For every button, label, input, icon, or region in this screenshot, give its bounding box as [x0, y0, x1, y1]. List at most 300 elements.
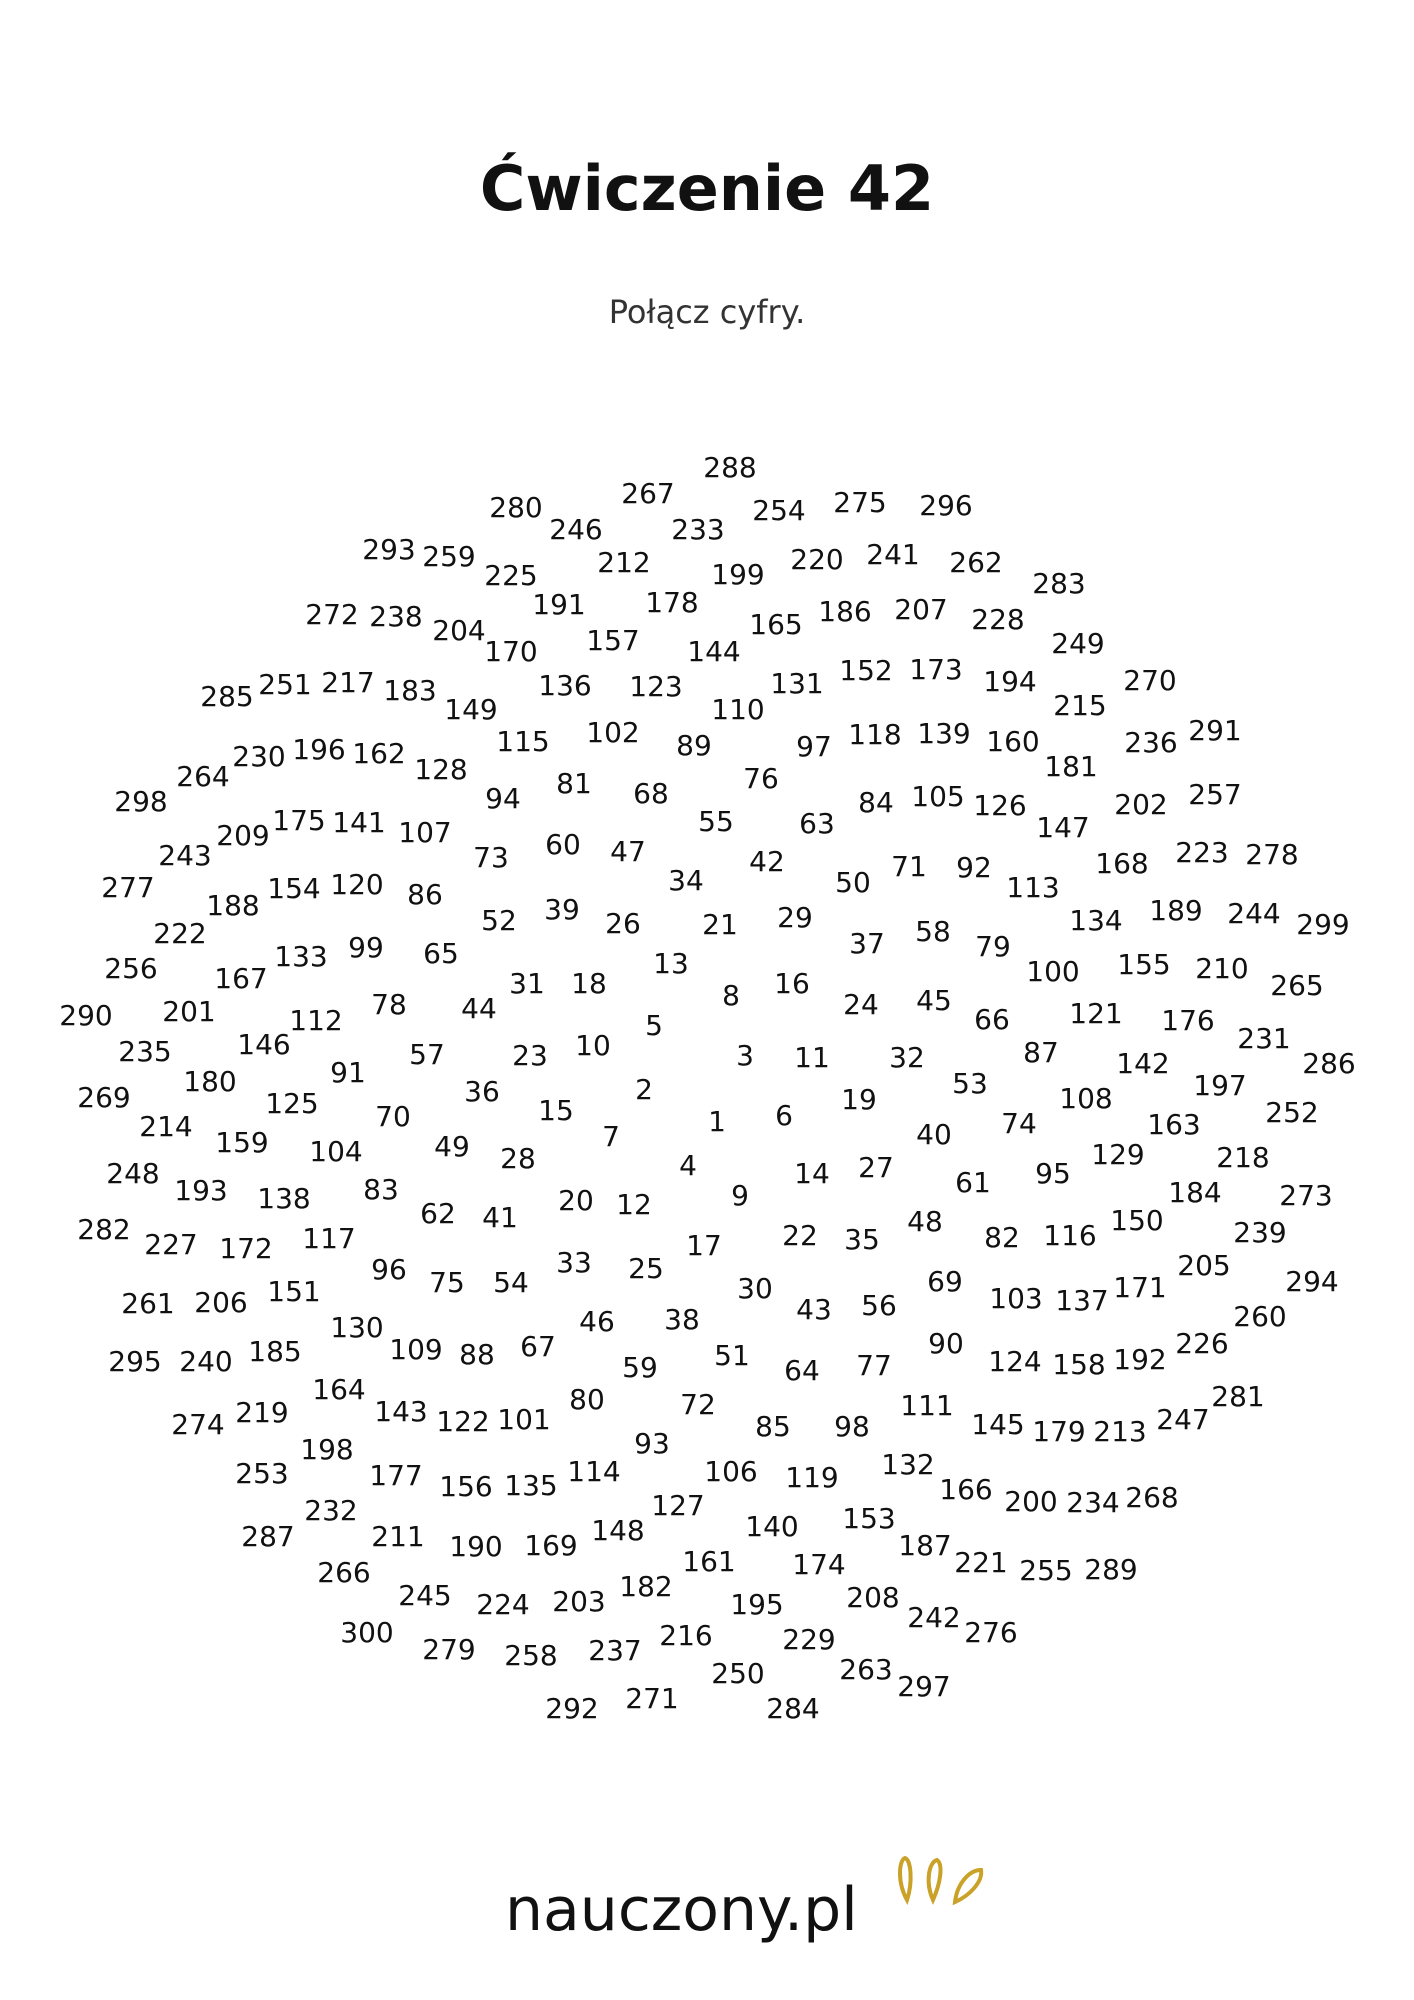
dot-number-269: 269 — [77, 1081, 131, 1114]
dot-number-53: 53 — [952, 1067, 988, 1100]
dot-number-171: 171 — [1113, 1271, 1167, 1304]
dot-number-193: 193 — [174, 1174, 228, 1207]
dot-number-158: 158 — [1052, 1348, 1106, 1381]
dot-number-214: 214 — [139, 1110, 193, 1143]
dot-number-156: 156 — [439, 1470, 493, 1503]
dot-number-1: 1 — [708, 1105, 726, 1138]
dot-number-223: 223 — [1175, 836, 1229, 869]
dot-number-262: 262 — [949, 546, 1003, 579]
dot-number-286: 286 — [1302, 1047, 1356, 1080]
dot-number-181: 181 — [1044, 750, 1098, 783]
dot-number-184: 184 — [1168, 1176, 1222, 1209]
dot-number-215: 215 — [1053, 689, 1107, 722]
dot-number-61: 61 — [955, 1166, 991, 1199]
dot-number-104: 104 — [309, 1135, 363, 1168]
dot-number-126: 126 — [973, 789, 1027, 822]
dot-number-124: 124 — [988, 1345, 1042, 1378]
dot-number-240: 240 — [179, 1345, 233, 1378]
dot-number-140: 140 — [745, 1510, 799, 1543]
dot-number-142: 142 — [1116, 1047, 1170, 1080]
dot-number-144: 144 — [687, 635, 741, 668]
dot-number-29: 29 — [777, 901, 813, 934]
dot-number-100: 100 — [1026, 955, 1080, 988]
dot-number-86: 86 — [407, 878, 443, 911]
dot-number-96: 96 — [371, 1253, 407, 1286]
dot-number-258: 258 — [504, 1639, 558, 1672]
dot-number-229: 229 — [782, 1623, 836, 1656]
dot-number-188: 188 — [206, 889, 260, 922]
dot-number-77: 77 — [856, 1349, 892, 1382]
dot-number-178: 178 — [645, 586, 699, 619]
dot-number-113: 113 — [1006, 871, 1060, 904]
dot-number-271: 271 — [625, 1682, 679, 1715]
dot-number-160: 160 — [986, 725, 1040, 758]
dot-number-97: 97 — [796, 730, 832, 763]
dot-number-170: 170 — [484, 635, 538, 668]
dot-number-43: 43 — [796, 1293, 832, 1326]
dot-number-172: 172 — [219, 1232, 273, 1265]
dot-number-35: 35 — [844, 1223, 880, 1256]
dot-number-88: 88 — [459, 1338, 495, 1371]
dot-number-123: 123 — [629, 670, 683, 703]
dot-number-131: 131 — [770, 667, 824, 700]
dot-number-85: 85 — [755, 1410, 791, 1443]
dot-number-222: 222 — [153, 917, 207, 950]
dot-number-27: 27 — [858, 1151, 894, 1184]
dot-number-281: 281 — [1211, 1380, 1265, 1413]
dot-number-167: 167 — [214, 962, 268, 995]
dot-number-274: 274 — [171, 1408, 225, 1441]
dot-number-182: 182 — [619, 1570, 673, 1603]
dot-number-219: 219 — [235, 1396, 289, 1429]
dot-number-73: 73 — [473, 841, 509, 874]
dot-number-58: 58 — [915, 915, 951, 948]
dot-number-299: 299 — [1296, 908, 1350, 941]
dot-number-79: 79 — [975, 930, 1011, 963]
dot-number-28: 28 — [500, 1142, 536, 1175]
dot-number-112: 112 — [289, 1004, 343, 1037]
dot-number-198: 198 — [300, 1433, 354, 1466]
dot-number-189: 189 — [1149, 894, 1203, 927]
dot-number-117: 117 — [302, 1222, 356, 1255]
dot-number-287: 287 — [241, 1520, 295, 1553]
dot-number-294: 294 — [1285, 1265, 1339, 1298]
dot-number-118: 118 — [848, 718, 902, 751]
bunny-ears-icon — [885, 1852, 995, 1912]
dot-number-209: 209 — [216, 819, 270, 852]
dot-number-5: 5 — [645, 1009, 663, 1042]
dot-number-207: 207 — [894, 593, 948, 626]
dot-number-157: 157 — [586, 624, 640, 657]
dot-number-3: 3 — [736, 1039, 754, 1072]
dot-number-82: 82 — [984, 1221, 1020, 1254]
dot-number-72: 72 — [680, 1388, 716, 1421]
dot-number-290: 290 — [59, 999, 113, 1032]
dot-number-103: 103 — [989, 1282, 1043, 1315]
dot-number-32: 32 — [889, 1041, 925, 1074]
dot-number-260: 260 — [1233, 1300, 1287, 1333]
dot-number-68: 68 — [633, 777, 669, 810]
dot-number-40: 40 — [916, 1118, 952, 1151]
dot-number-206: 206 — [194, 1286, 248, 1319]
dot-number-275: 275 — [833, 486, 887, 519]
dot-number-64: 64 — [784, 1354, 820, 1387]
dot-number-195: 195 — [730, 1588, 784, 1621]
dot-number-220: 220 — [790, 543, 844, 576]
dot-number-247: 247 — [1156, 1403, 1210, 1436]
dot-number-196: 196 — [292, 733, 346, 766]
dot-number-272: 272 — [305, 598, 359, 631]
dot-number-51: 51 — [714, 1339, 750, 1372]
dot-number-267: 267 — [621, 477, 675, 510]
dot-number-42: 42 — [749, 845, 785, 878]
dot-number-49: 49 — [434, 1130, 470, 1163]
dot-number-268: 268 — [1125, 1481, 1179, 1514]
dot-number-99: 99 — [348, 931, 384, 964]
dot-number-38: 38 — [664, 1303, 700, 1336]
dot-number-70: 70 — [375, 1100, 411, 1133]
dot-number-31: 31 — [509, 967, 545, 1000]
dot-number-218: 218 — [1216, 1141, 1270, 1174]
dot-number-36: 36 — [464, 1075, 500, 1108]
dot-number-297: 297 — [897, 1670, 951, 1703]
dot-number-246: 246 — [549, 513, 603, 546]
dot-number-76: 76 — [743, 762, 779, 795]
dot-number-284: 284 — [766, 1692, 820, 1725]
dot-number-264: 264 — [176, 760, 230, 793]
dot-number-109: 109 — [389, 1333, 443, 1366]
dot-number-174: 174 — [792, 1548, 846, 1581]
dot-number-212: 212 — [597, 546, 651, 579]
dot-number-47: 47 — [610, 835, 646, 868]
dot-number-210: 210 — [1195, 952, 1249, 985]
dot-number-277: 277 — [101, 871, 155, 904]
dot-number-155: 155 — [1117, 948, 1171, 981]
dot-number-161: 161 — [682, 1545, 736, 1578]
dot-number-20: 20 — [558, 1184, 594, 1217]
dot-number-50: 50 — [835, 866, 871, 899]
instruction-text: Połącz cyfry. — [608, 293, 806, 331]
dot-number-122: 122 — [436, 1405, 490, 1438]
dot-number-89: 89 — [676, 729, 712, 762]
dot-number-17: 17 — [686, 1229, 722, 1262]
dot-number-153: 153 — [842, 1502, 896, 1535]
dot-number-235: 235 — [118, 1035, 172, 1068]
dot-number-39: 39 — [544, 893, 580, 926]
dot-number-121: 121 — [1069, 997, 1123, 1030]
dot-number-266: 266 — [317, 1556, 371, 1589]
dot-number-33: 33 — [556, 1246, 592, 1279]
dot-number-226: 226 — [1175, 1327, 1229, 1360]
dot-number-129: 129 — [1091, 1138, 1145, 1171]
dot-number-216: 216 — [659, 1619, 713, 1652]
dot-number-127: 127 — [651, 1489, 705, 1522]
dot-number-14: 14 — [794, 1157, 830, 1190]
dot-number-176: 176 — [1161, 1004, 1215, 1037]
dot-number-227: 227 — [144, 1228, 198, 1261]
dot-number-282: 282 — [77, 1213, 131, 1246]
dot-number-52: 52 — [481, 904, 517, 937]
dot-number-276: 276 — [964, 1616, 1018, 1649]
dot-number-298: 298 — [114, 785, 168, 818]
dot-number-250: 250 — [711, 1657, 765, 1690]
dot-number-30: 30 — [737, 1272, 773, 1305]
dot-number-213: 213 — [1093, 1415, 1147, 1448]
dot-number-190: 190 — [449, 1530, 503, 1563]
dot-number-279: 279 — [422, 1633, 476, 1666]
dot-number-12: 12 — [616, 1188, 652, 1221]
dot-number-59: 59 — [622, 1351, 658, 1384]
dot-number-69: 69 — [927, 1265, 963, 1298]
dot-number-295: 295 — [108, 1345, 162, 1378]
dot-number-292: 292 — [545, 1692, 599, 1725]
dot-number-65: 65 — [423, 937, 459, 970]
brand-logo — [505, 1852, 1005, 1992]
dot-number-180: 180 — [183, 1065, 237, 1098]
dot-number-183: 183 — [383, 674, 437, 707]
dot-number-265: 265 — [1270, 969, 1324, 1002]
dot-number-192: 192 — [1113, 1343, 1167, 1376]
dot-number-288: 288 — [703, 451, 757, 484]
dot-number-115: 115 — [496, 725, 550, 758]
dot-number-6: 6 — [775, 1099, 793, 1132]
dot-number-81: 81 — [556, 767, 592, 800]
dot-number-244: 244 — [1227, 897, 1281, 930]
dot-number-253: 253 — [235, 1457, 289, 1490]
dot-number-208: 208 — [846, 1581, 900, 1614]
dot-number-185: 185 — [248, 1335, 302, 1368]
dot-number-18: 18 — [571, 967, 607, 1000]
dot-number-56: 56 — [861, 1289, 897, 1322]
dot-number-289: 289 — [1084, 1553, 1138, 1586]
dot-number-243: 243 — [158, 839, 212, 872]
dot-number-152: 152 — [839, 654, 893, 687]
dot-number-270: 270 — [1123, 664, 1177, 697]
dot-number-111: 111 — [900, 1389, 954, 1422]
dot-number-147: 147 — [1036, 811, 1090, 844]
dot-number-95: 95 — [1035, 1157, 1071, 1190]
dot-number-291: 291 — [1188, 714, 1242, 747]
dot-number-4: 4 — [679, 1149, 697, 1182]
dot-number-175: 175 — [272, 804, 326, 837]
dot-number-120: 120 — [330, 868, 384, 901]
dot-number-83: 83 — [363, 1173, 399, 1206]
dot-number-166: 166 — [939, 1473, 993, 1506]
dot-number-108: 108 — [1059, 1082, 1113, 1115]
dot-number-125: 125 — [265, 1087, 319, 1120]
dot-number-41: 41 — [482, 1201, 518, 1234]
dot-number-251: 251 — [258, 668, 312, 701]
dot-number-10: 10 — [575, 1029, 611, 1062]
dot-number-37: 37 — [849, 927, 885, 960]
dot-number-62: 62 — [420, 1197, 456, 1230]
dot-number-254: 254 — [752, 494, 806, 527]
dot-number-91: 91 — [330, 1056, 366, 1089]
dot-number-201: 201 — [162, 995, 216, 1028]
dot-number-283: 283 — [1032, 567, 1086, 600]
dot-number-230: 230 — [232, 740, 286, 773]
dot-number-15: 15 — [538, 1094, 574, 1127]
dot-number-151: 151 — [267, 1275, 321, 1308]
dot-number-241: 241 — [866, 538, 920, 571]
dot-number-177: 177 — [369, 1459, 423, 1492]
dot-number-63: 63 — [799, 807, 835, 840]
dot-number-34: 34 — [668, 864, 704, 897]
dot-number-261: 261 — [121, 1287, 175, 1320]
dot-number-11: 11 — [794, 1041, 830, 1074]
dot-number-55: 55 — [698, 805, 734, 838]
dot-number-66: 66 — [974, 1003, 1010, 1036]
dot-number-54: 54 — [493, 1266, 529, 1299]
dot-number-87: 87 — [1023, 1036, 1059, 1069]
dot-number-84: 84 — [858, 786, 894, 819]
dot-number-146: 146 — [237, 1028, 291, 1061]
dot-number-231: 231 — [1237, 1022, 1291, 1055]
dot-number-217: 217 — [321, 666, 375, 699]
dot-number-204: 204 — [432, 614, 486, 647]
dot-number-228: 228 — [971, 603, 1025, 636]
dot-number-136: 136 — [538, 669, 592, 702]
dot-number-300: 300 — [340, 1616, 394, 1649]
dot-number-90: 90 — [928, 1327, 964, 1360]
dot-number-134: 134 — [1069, 904, 1123, 937]
dot-number-259: 259 — [422, 540, 476, 573]
dot-number-163: 163 — [1147, 1108, 1201, 1141]
dot-number-249: 249 — [1051, 627, 1105, 660]
dot-number-165: 165 — [749, 608, 803, 641]
dot-number-285: 285 — [200, 680, 254, 713]
dot-number-119: 119 — [785, 1461, 839, 1494]
dot-number-135: 135 — [504, 1469, 558, 1502]
dot-number-22: 22 — [782, 1219, 818, 1252]
dot-number-114: 114 — [567, 1455, 621, 1488]
dot-number-280: 280 — [489, 491, 543, 524]
dot-number-296: 296 — [919, 489, 973, 522]
dot-number-8: 8 — [722, 979, 740, 1012]
dot-number-67: 67 — [520, 1330, 556, 1363]
dot-number-139: 139 — [917, 717, 971, 750]
dot-number-169: 169 — [524, 1529, 578, 1562]
dot-number-162: 162 — [352, 737, 406, 770]
dot-number-256: 256 — [104, 952, 158, 985]
dot-number-203: 203 — [552, 1585, 606, 1618]
dot-number-186: 186 — [818, 595, 872, 628]
dot-number-74: 74 — [1001, 1107, 1037, 1140]
dot-number-44: 44 — [461, 992, 497, 1025]
dot-number-173: 173 — [909, 653, 963, 686]
dot-number-211: 211 — [371, 1520, 425, 1553]
dot-number-248: 248 — [106, 1157, 160, 1190]
dot-number-75: 75 — [429, 1266, 465, 1299]
page-title: Ćwiczenie 42 — [479, 152, 935, 225]
dot-number-110: 110 — [711, 693, 765, 726]
dot-number-168: 168 — [1095, 847, 1149, 880]
dot-number-46: 46 — [579, 1305, 615, 1338]
dot-number-78: 78 — [371, 988, 407, 1021]
dot-number-245: 245 — [398, 1579, 452, 1612]
dot-number-221: 221 — [954, 1546, 1008, 1579]
dot-number-149: 149 — [444, 693, 498, 726]
dot-number-148: 148 — [591, 1514, 645, 1547]
dot-number-237: 237 — [588, 1634, 642, 1667]
dot-number-132: 132 — [881, 1448, 935, 1481]
dot-number-133: 133 — [274, 940, 328, 973]
dot-number-263: 263 — [839, 1653, 893, 1686]
dot-number-13: 13 — [653, 947, 689, 980]
dot-number-150: 150 — [1110, 1204, 1164, 1237]
dot-number-179: 179 — [1032, 1415, 1086, 1448]
dot-number-252: 252 — [1265, 1096, 1319, 1129]
dot-number-187: 187 — [898, 1529, 952, 1562]
dot-number-93: 93 — [634, 1427, 670, 1460]
dot-number-26: 26 — [605, 907, 641, 940]
dot-number-106: 106 — [704, 1455, 758, 1488]
dot-number-242: 242 — [907, 1601, 961, 1634]
dot-number-141: 141 — [332, 806, 386, 839]
dot-number-107: 107 — [398, 816, 452, 849]
dot-number-98: 98 — [834, 1410, 870, 1443]
dot-number-2: 2 — [635, 1073, 653, 1106]
dot-number-60: 60 — [545, 828, 581, 861]
dot-number-7: 7 — [602, 1120, 620, 1153]
dot-number-116: 116 — [1043, 1219, 1097, 1252]
dot-number-197: 197 — [1193, 1069, 1247, 1102]
dot-number-16: 16 — [774, 967, 810, 1000]
dot-number-145: 145 — [971, 1408, 1025, 1441]
dot-number-293: 293 — [362, 533, 416, 566]
dot-number-236: 236 — [1124, 726, 1178, 759]
dot-number-105: 105 — [911, 780, 965, 813]
dot-number-154: 154 — [267, 872, 321, 905]
dot-number-48: 48 — [907, 1205, 943, 1238]
dot-number-24: 24 — [843, 988, 879, 1021]
dot-number-138: 138 — [257, 1182, 311, 1215]
dot-number-21: 21 — [702, 908, 738, 941]
dot-number-278: 278 — [1245, 838, 1299, 871]
dot-number-130: 130 — [330, 1311, 384, 1344]
dot-number-19: 19 — [841, 1083, 877, 1116]
dot-number-232: 232 — [304, 1494, 358, 1527]
dot-number-101: 101 — [497, 1403, 551, 1436]
dot-number-159: 159 — [215, 1126, 269, 1159]
dot-number-25: 25 — [628, 1252, 664, 1285]
dot-number-199: 199 — [711, 558, 765, 591]
dot-number-273: 273 — [1279, 1179, 1333, 1212]
dot-number-194: 194 — [983, 665, 1037, 698]
dot-number-200: 200 — [1004, 1485, 1058, 1518]
dot-number-205: 205 — [1177, 1249, 1231, 1282]
dot-number-71: 71 — [891, 850, 927, 883]
dot-number-102: 102 — [586, 716, 640, 749]
dot-number-143: 143 — [374, 1395, 428, 1428]
dot-number-92: 92 — [956, 851, 992, 884]
dot-number-224: 224 — [476, 1588, 530, 1621]
dot-number-257: 257 — [1188, 778, 1242, 811]
dot-number-202: 202 — [1114, 788, 1168, 821]
dot-number-234: 234 — [1066, 1486, 1120, 1519]
dot-number-233: 233 — [671, 513, 725, 546]
dot-number-137: 137 — [1055, 1284, 1109, 1317]
dot-number-128: 128 — [414, 753, 468, 786]
dot-number-45: 45 — [916, 984, 952, 1017]
dot-number-94: 94 — [485, 782, 521, 815]
dot-number-191: 191 — [532, 588, 586, 621]
dot-number-238: 238 — [369, 600, 423, 633]
dot-number-164: 164 — [312, 1373, 366, 1406]
brand-logo-text: nauczony.pl — [505, 1875, 858, 1945]
dot-number-239: 239 — [1233, 1216, 1287, 1249]
dot-number-9: 9 — [731, 1179, 749, 1212]
